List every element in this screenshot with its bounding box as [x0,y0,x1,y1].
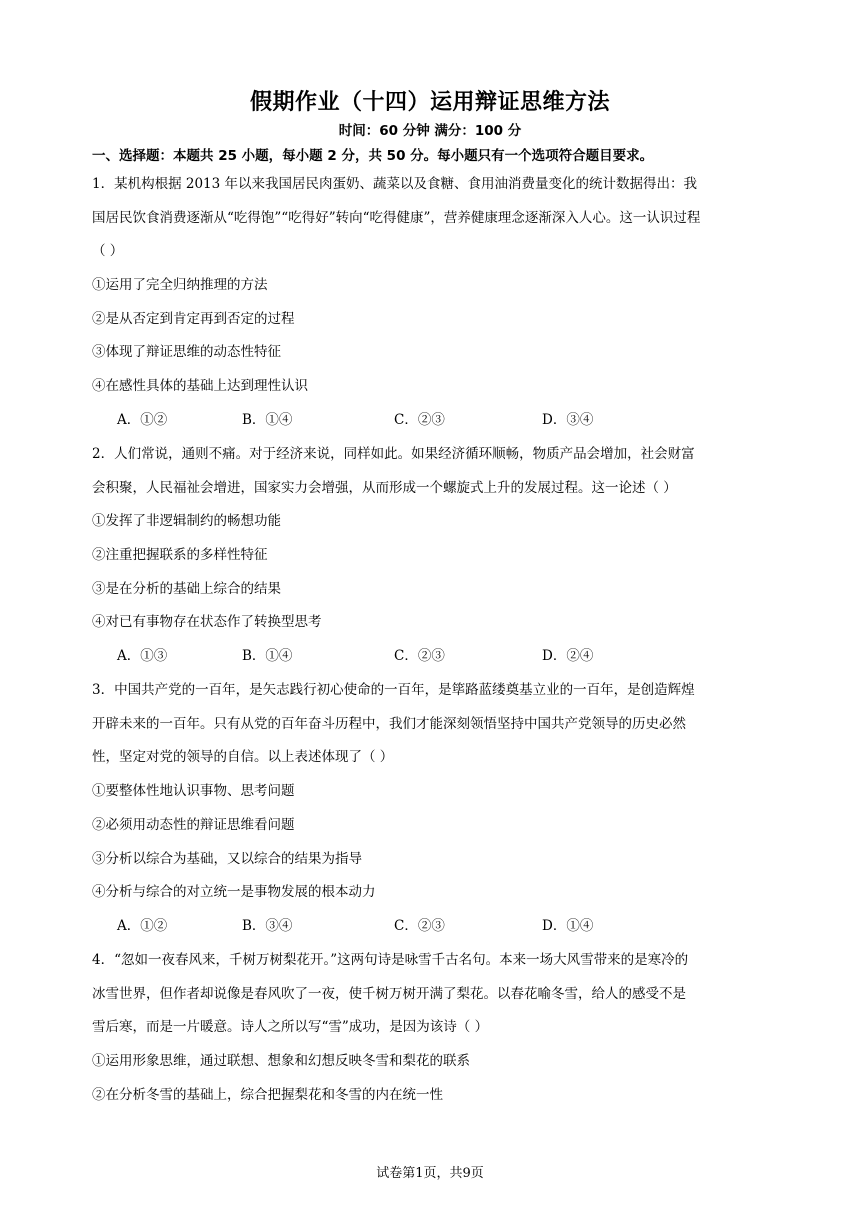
question-1-statement-3: ③体现了辩证思维的动态性特征 [92,344,281,360]
question-1-options [92,410,792,430]
question-3-option-a[interactable]: A．①② [117,918,168,934]
question-1-option-d[interactable]: D．③④ [542,412,594,428]
question-2-option-d[interactable]: D．②④ [542,648,594,664]
question-1-statement-4: ④在感性具体的基础上达到理性认识 [92,378,308,394]
question-3-options [92,916,792,936]
question-2-statement-4: ④对已有事物存在状态作了转换型思考 [92,614,322,630]
question-3-statement-1: ①要整体性地认识事物、思考问题 [92,783,295,799]
question-3-stem-line-3: 性，坚定对党的领导的自信。以上表述体现了（ ） [92,749,394,765]
question-2-option-a[interactable]: A．①③ [117,648,168,664]
question-1-option-c[interactable]: C．②③ [394,412,445,428]
question-4-stem-line-1: 4．“忽如一夜春风来，千树万树梨花开。”这两句诗是咏雪千古名句。本来一场大风雪带来的是寒冷的 [92,952,689,968]
question-1-option-a[interactable]: A．①② [117,412,168,428]
page-footer: 试卷第1页，共9页 [376,1166,484,1181]
question-2-option-b[interactable]: B．①④ [242,648,293,664]
question-2-options [92,646,792,666]
question-3-option-b[interactable]: B．③④ [242,918,293,934]
question-4-stem-line-2: 冰雪世界，但作者却说像是春风吹了一夜，使千树万树开满了梨花。以春花喻冬雪，给人的感受不是 [92,986,686,1002]
question-2-statement-1: ①发挥了非逻辑制约的畅想功能 [92,513,281,529]
question-1-option-b[interactable]: B．①④ [242,412,293,428]
page-title: 假期作业（十四）运用辩证思维方法 [249,90,610,115]
question-4-stem-line-3: 雪后寒，而是一片暖意。诗人之所以写“雪”成功，是因为该诗（ ） [92,1019,489,1035]
section-heading: 一、选择题：本题共 25 小题，每小题 2 分，共 50 分。每小题只有一个选项符合题目要求。 [92,148,654,164]
question-4-statement-1: ①运用形象思维，通过联想、想象和幻想反映冬雪和梨花的联系 [92,1053,470,1069]
question-2-option-c[interactable]: C．②③ [394,648,445,664]
question-1-stem-line-1: 1．某机构根据 2013 年以来我国居民肉蛋奶、蔬菜以及食糖、食用油消费量变化的统计数据得出：我 [92,176,698,192]
question-3-option-c[interactable]: C．②③ [394,918,445,934]
question-1-statement-2: ②是从否定到肯定再到否定的过程 [92,311,295,327]
question-1-stem-line-2: 国居民饮食消费逐渐从“吃得饱”“吃得好”转向“吃得健康”，营养健康理念逐渐深入人心。这一认识过程 [92,210,701,226]
time-score-info: 时间：60 分钟 满分：100 分 [338,123,522,139]
question-1-statement-1: ①运用了完全归纳推理的方法 [92,277,268,293]
question-2-statement-2: ②注重把握联系的多样性特征 [92,547,268,563]
question-2-stem-line-1: 2．人们常说，通则不痛。对于经济来说，同样如此。如果经济循环顺畅，物质产品会增加，社会财富 [92,446,695,462]
question-3-stem-line-2: 开辟未来的一百年。只有从党的百年奋斗历程中，我们才能深刻领悟坚持中国共产党领导的历史必然 [92,716,686,732]
question-2-statement-3: ③是在分析的基础上综合的结果 [92,581,281,597]
question-2-stem-line-2: 会积聚，人民福祉会增进，国家实力会增强，从而形成一个螺旋式上升的发展过程。这一论述（ ） [92,480,677,496]
question-1-stem-line-3: （ ） [92,243,124,259]
question-4-statement-2: ②在分析冬雪的基础上，综合把握梨花和冬雪的内在统一性 [92,1087,443,1103]
question-3-option-d[interactable]: D．①④ [542,918,594,934]
question-3-statement-2: ②必须用动态性的辩证思维看问题 [92,817,295,833]
question-3-stem-line-1: 3．中国共产党的一百年，是矢志践行初心使命的一百年，是筚路蓝缕奠基立业的一百年，是创造辉煌 [92,682,695,698]
question-3-statement-4: ④分析与综合的对立统一是事物发展的根本动力 [92,884,376,900]
question-3-statement-3: ③分析以综合为基础，又以综合的结果为指导 [92,851,362,867]
